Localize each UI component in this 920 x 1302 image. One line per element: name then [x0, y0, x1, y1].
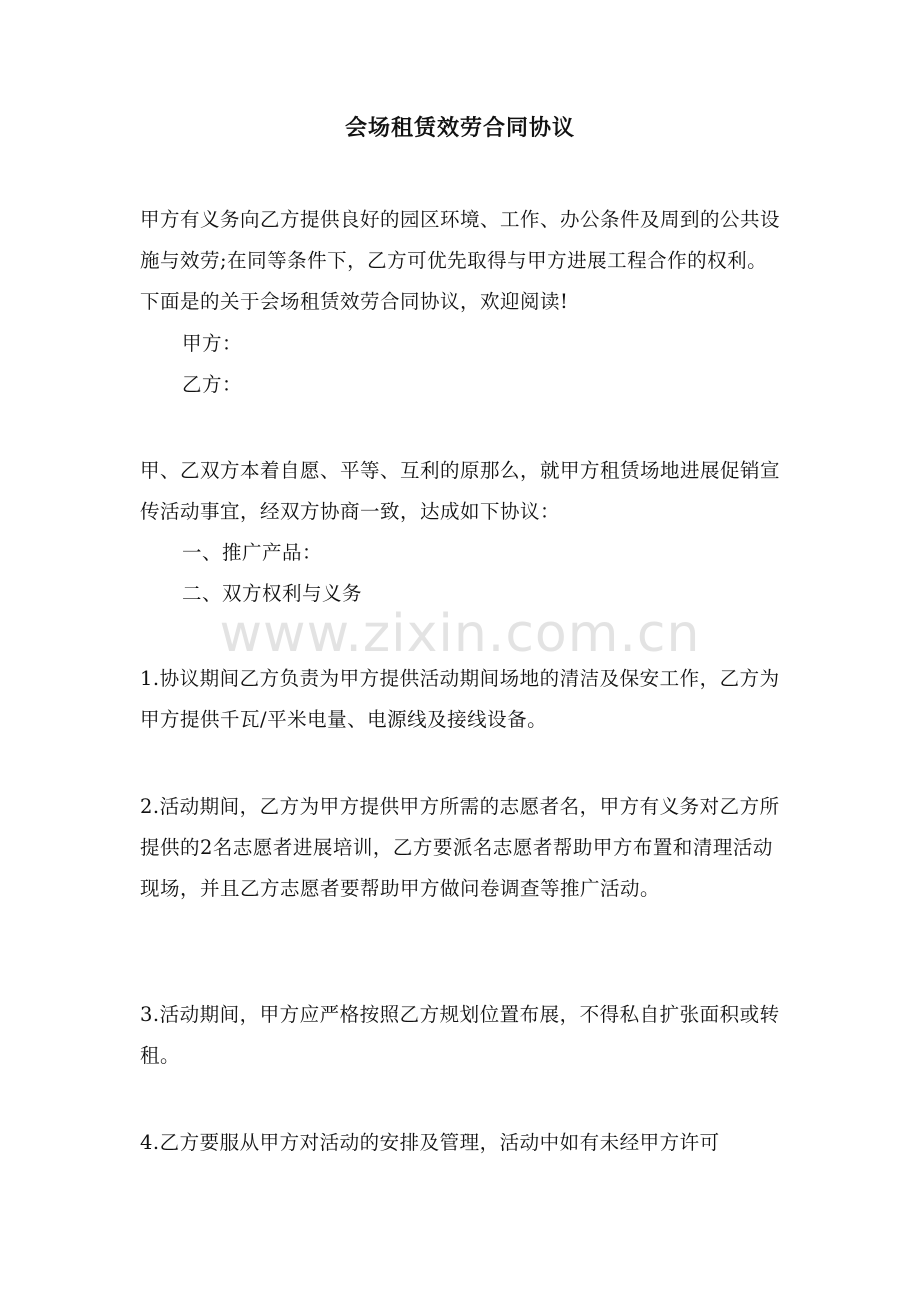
- section-heading-products: 一、推广产品：: [182, 541, 323, 564]
- clause-1: 1.协议期间乙方负责为甲方提供活动期间场地的清洁及保安工作，乙方为甲方提供千瓦/平米电量、电源线及接线设备。: [140, 667, 780, 731]
- section-heading-rights: 二、双方权利与义务: [182, 582, 363, 605]
- clause-2: 2.活动期间，乙方为甲方提供甲方所需的志愿者名，甲方有义务对乙方所提供的2名志愿者进展培训，乙方要派名志愿者帮助甲方布置和清理活动现场，并且乙方志愿者要帮助甲方做问卷调查等推广活动。: [140, 795, 780, 900]
- party-a-line: 甲方：: [182, 332, 243, 355]
- intro-paragraph: 甲方有义务向乙方提供良好的园区环境、工作、办公条件及周到的公共设施与效劳;在同等条件下，乙方可优先取得与甲方进展工程合作的权利。下面是的关于会场租赁效劳合同协议，欢迎阅读!: [140, 208, 781, 313]
- clause-4: 4.乙方要服从甲方对活动的安排及管理，活动中如有未经甲方许可: [140, 1131, 720, 1154]
- preamble-paragraph: 甲、乙双方本着自愿、平等、互利的原那么，就甲方租赁场地进展促销宣传活动事宜，经双方协商一致，达成如下协议：: [140, 459, 781, 523]
- party-b-line: 乙方：: [182, 373, 243, 396]
- document-title: 会场租赁效劳合同协议: [344, 115, 575, 141]
- watermark: www.zixin.com.cn: [219, 604, 701, 664]
- clause-3: 3.活动期间，甲方应严格按照乙方规划位置布展，不得私自扩张面积或转租。: [140, 1003, 780, 1067]
